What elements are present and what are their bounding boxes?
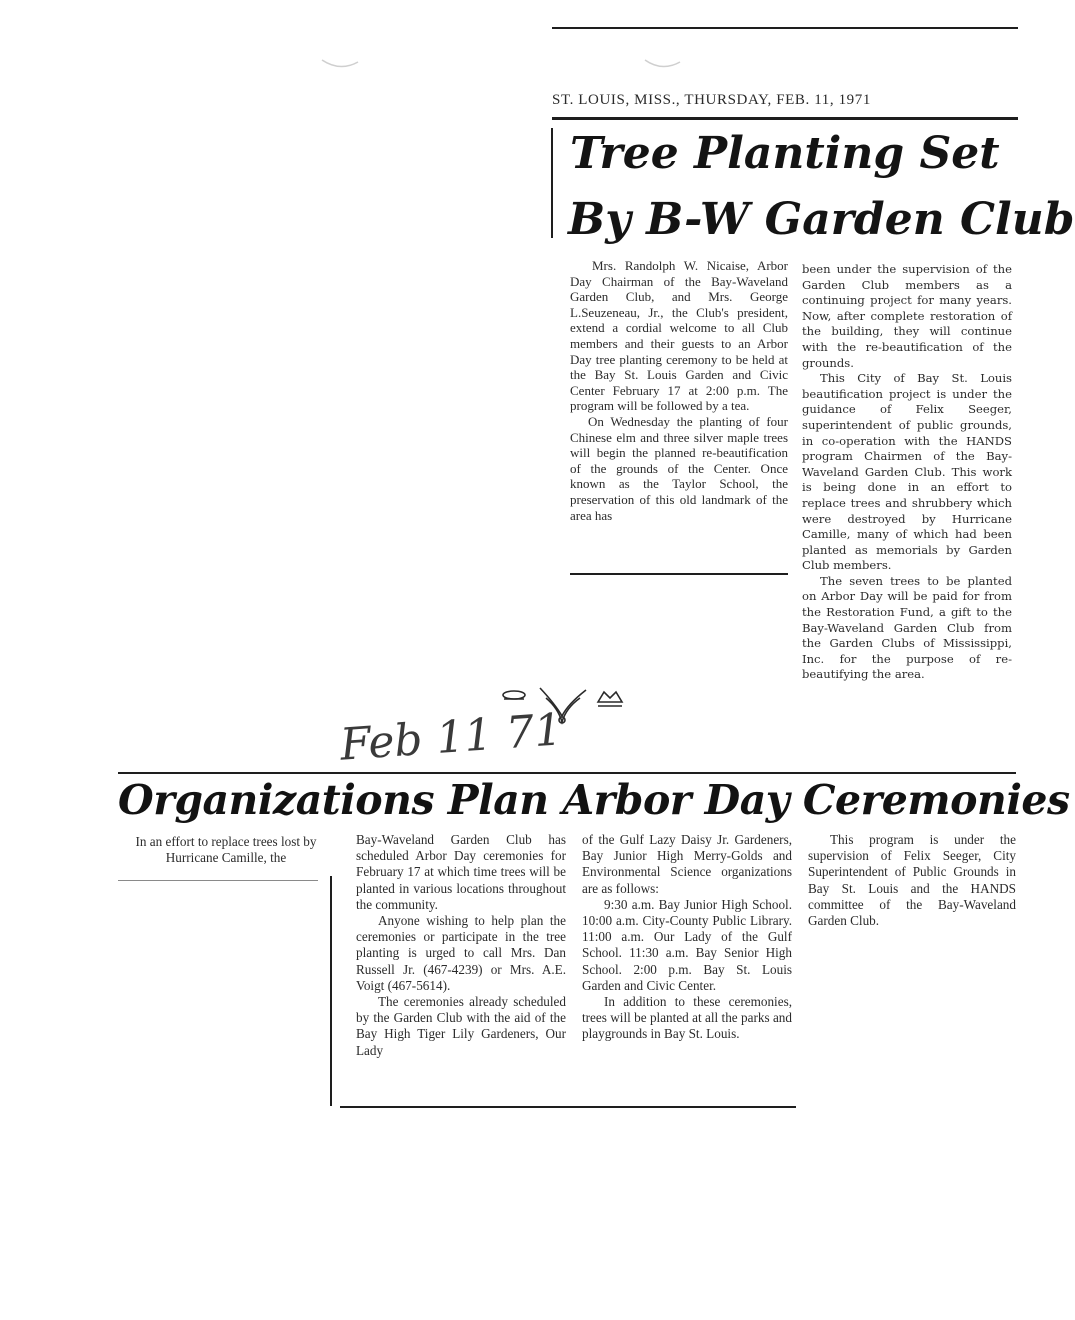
article2-col1-para-1: In an effort to replace trees lost by Hurricane Camille, the bbox=[135, 834, 317, 866]
article1-col1-para-1: Mrs. Randolph W. Nicaise, Arbor Day Chairman of the Bay-Waveland Garden Club, and Mrs. George L.Seuzeneau, Jr., the Club's president, extend a cordial welcome to all Club members and their guests to an Arbor Day tree planting ceremony to be held at the Bay St. Louis Garden and Civic Center February 17 at 2:00 p.m. The program will be followed by a tea. bbox=[570, 258, 788, 414]
article1-column-1 bbox=[570, 258, 788, 523]
article2-col3-para-1: of the Gulf Lazy Daisy Jr. Gardeners, Bay Junior High Merry-Golds and Environmental Science organizations are as follows: bbox=[582, 832, 792, 896]
article1-headline-line1: Tree Planting Set bbox=[570, 128, 1000, 179]
dateline-rule bbox=[552, 117, 1018, 120]
article2-column-divider bbox=[330, 876, 332, 1106]
headline-side-rule bbox=[551, 128, 553, 238]
top-rule bbox=[552, 27, 1018, 29]
article2-col4-para-1: This program is under the supervision of Felix Seeger, City Superintendent of Public Grounds in Bay St. Louis and the HANDS committee of the Bay-Waveland Garden Club. bbox=[808, 832, 1016, 929]
article2-col1-short-rule bbox=[118, 880, 318, 881]
article1-col2-para-1: been under the supervision of the Garden Club members as a continuing project for many years. Now, after complete restoration of the building, they will continue with the re-beautification of the grounds. bbox=[802, 262, 1012, 370]
article1-col2-para-2: This City of Bay St. Louis beautification project is under the guidance of Felix Seeger, superintendent of public grounds, in co-operation with the HANDS program Chairmen of the Bay-Waveland Garden Club. This work is being done in an effort to replace trees and shrubbery which were destroyed by Hurricane Camille, many of which had been planted as memorials by Garden Club members. bbox=[802, 371, 1012, 573]
article2-column-2 bbox=[356, 832, 566, 1059]
article2-column-3 bbox=[582, 832, 792, 1043]
article1-col2-para-3: The seven trees to be planted on Arbor Day will be paid for from the Restoration Fund, a gift to the Bay-Waveland Garden Club from the Garden Clubs of Mississippi, Inc. for the purpose of re-beautifying the area. bbox=[802, 573, 1012, 682]
article2-column-4 bbox=[808, 832, 1016, 929]
article2-col3-para-2: 9:30 a.m. Bay Junior High School. 10:00 a.m. City-County Public Library. 11:00 a.m. Our Lady of the Gulf School. 11:30 a.m. Bay Senior High School. 2:00 p.m. Bay St. Louis Garden and Civic Center. bbox=[582, 896, 792, 993]
article1-col1-para-2: On Wednesday the planting of four Chinese elm and three silver maple trees will begin the planned re-beautification of the grounds of the Center. Once known as the Taylor School, the preservation of this old landmark of the area has bbox=[570, 413, 788, 523]
article2-col2-para-3: The ceremonies already scheduled by the Garden Club with the aid of the Bay High Tiger Lily Gardeners, Our Lady bbox=[356, 994, 566, 1058]
article2-headline: Organizations Plan Arbor Day Ceremonies bbox=[118, 776, 1070, 824]
article1-column-2 bbox=[802, 262, 1012, 683]
punch-hole-marks bbox=[300, 40, 700, 80]
article2-column-1 bbox=[118, 834, 334, 866]
article2-col3-para-3: In addition to these ceremonies, trees will be planted at all the parks and playgrounds in Bay St. Louis. bbox=[582, 994, 792, 1042]
dateline: ST. LOUIS, MISS., THURSDAY, FEB. 11, 1971 bbox=[552, 92, 871, 108]
article2-col2-para-2: Anyone wishing to help plan the ceremonies or participate in the tree planting is urged to call Mrs. Dan Russell Jr. (467-4239) or Mrs. A.E. Voigt (467-5614). bbox=[356, 913, 566, 993]
article2-top-rule bbox=[118, 772, 1016, 774]
article1-headline-line2: By B-W Garden Club bbox=[568, 194, 1075, 245]
handwritten-date: Feb 11 71 bbox=[338, 704, 564, 771]
article2-col2-para-1: Bay-Waveland Garden Club has scheduled Arbor Day ceremonies for February 17 at which time trees will be planted in various locations throughout the community. bbox=[356, 832, 566, 912]
article1-col1-end-rule bbox=[570, 573, 788, 575]
article2-bottom-rule bbox=[340, 1106, 796, 1108]
